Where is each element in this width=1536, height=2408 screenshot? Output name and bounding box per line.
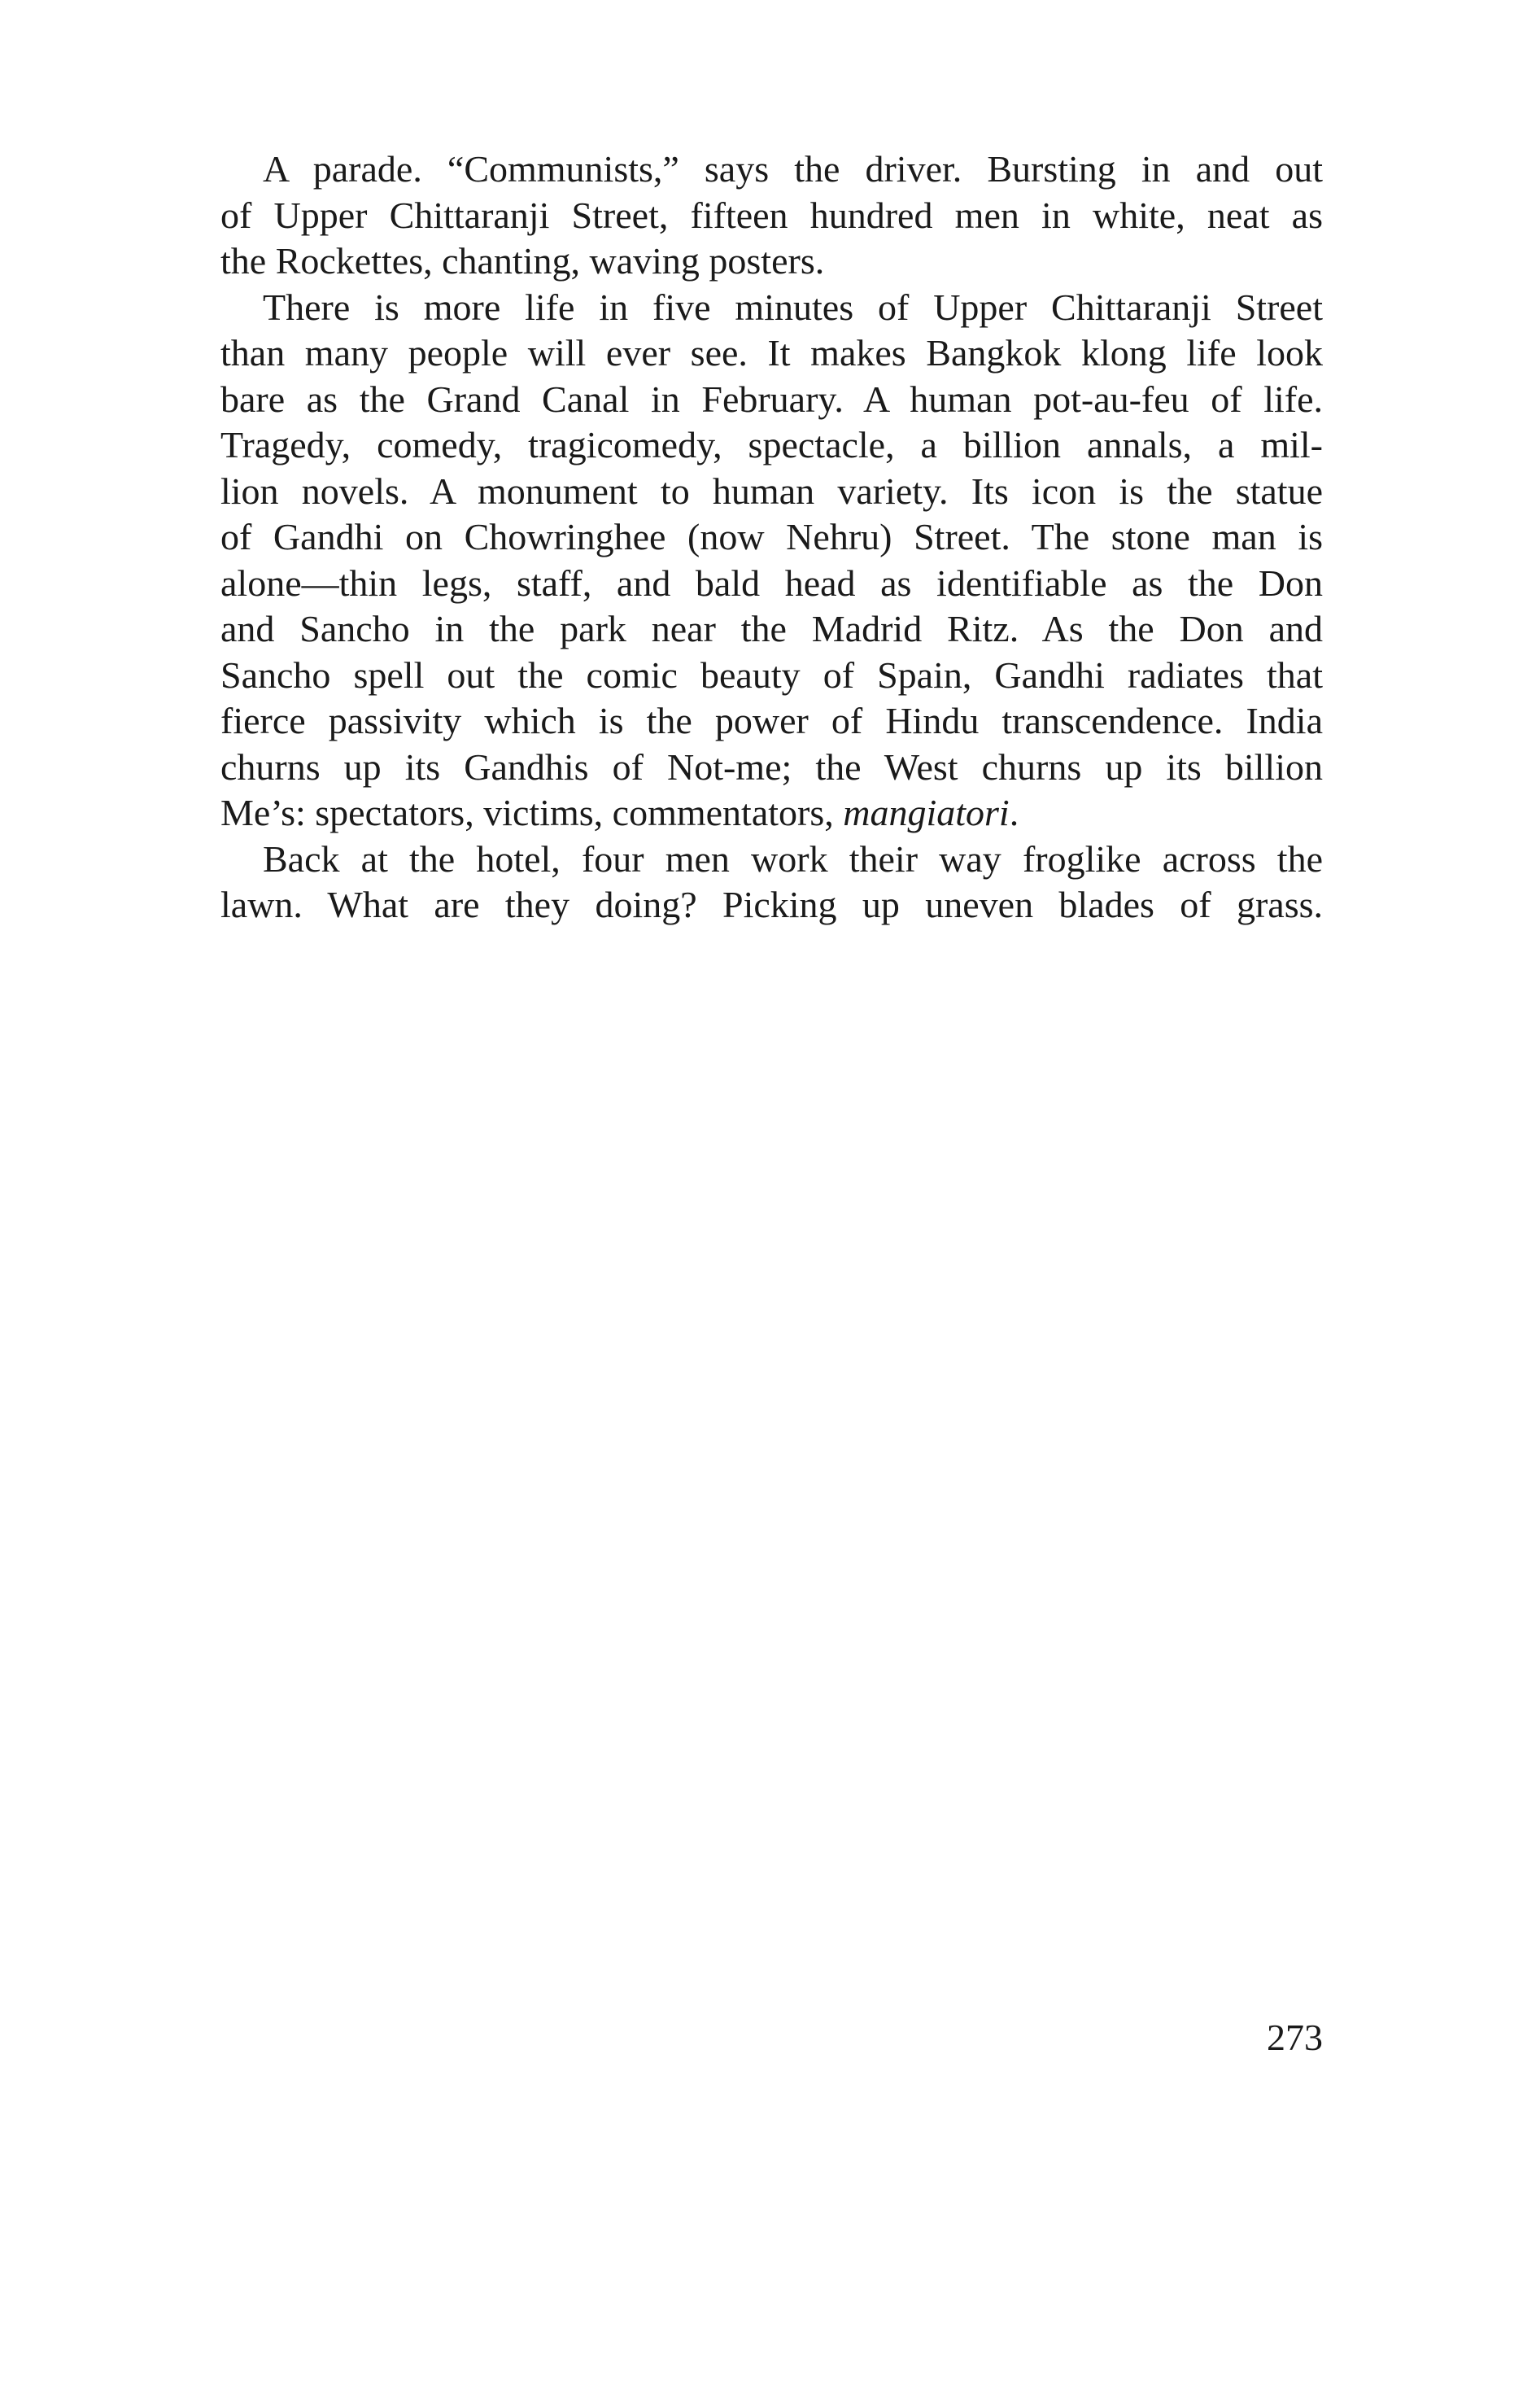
page-number: 273 bbox=[1267, 2017, 1323, 2058]
paragraph bbox=[220, 146, 1323, 285]
paragraph bbox=[220, 285, 1323, 837]
text-line: Sancho spell out the comic beauty of Spain, Gandhi radiates that bbox=[220, 653, 1323, 696]
text-line bbox=[220, 790, 1323, 837]
text-line: and Sancho in the park near the Madrid Ritz. As the Don and bbox=[220, 608, 1323, 649]
text-line: fierce passivity which is the power of Hindu transcendence. India bbox=[220, 700, 1323, 741]
paragraph bbox=[220, 837, 1323, 929]
italic-word: mangiatori bbox=[843, 792, 1010, 833]
text-line: than many people will ever see. It makes Bangkok klong life look bbox=[220, 332, 1323, 374]
text-line: churns up its Gandhis of Not-me; the West churns up its billion bbox=[220, 745, 1323, 788]
text-line: the Rockettes, chanting, waving posters. bbox=[220, 240, 825, 282]
text-line: A parade. “Communists,” says the driver. Bursting in and out bbox=[263, 148, 1323, 190]
text-span: Me’s: spectators, victims, commentators, bbox=[220, 792, 844, 833]
text-line: of Upper Chittaranji Street, fifteen hundred men in white, neat as bbox=[220, 194, 1323, 236]
text-span: . bbox=[1009, 792, 1019, 833]
text-line: Tragedy, comedy, tragicomedy, spectacle, a billion annals, a mil- bbox=[220, 424, 1323, 465]
text-line: Back at the hotel, four men work their way froglike across the bbox=[263, 837, 1323, 880]
text-line: lawn. What are they doing? Picking up uneven blades of grass. bbox=[220, 884, 1323, 925]
body-text bbox=[220, 146, 1323, 929]
text-line: lion novels. A monument to human variety. Its icon is the statue bbox=[220, 470, 1323, 512]
text-line: alone—thin legs, staff, and bald head as identifiable as the Don bbox=[220, 562, 1323, 604]
text-line: of Gandhi on Chowringhee (now Nehru) Street. The stone man is bbox=[220, 516, 1323, 557]
text-line: bare as the Grand Canal in February. A human pot-au-feu of life. bbox=[220, 378, 1323, 420]
text-line: There is more life in five minutes of Upper Chittaranji Street bbox=[263, 286, 1323, 328]
